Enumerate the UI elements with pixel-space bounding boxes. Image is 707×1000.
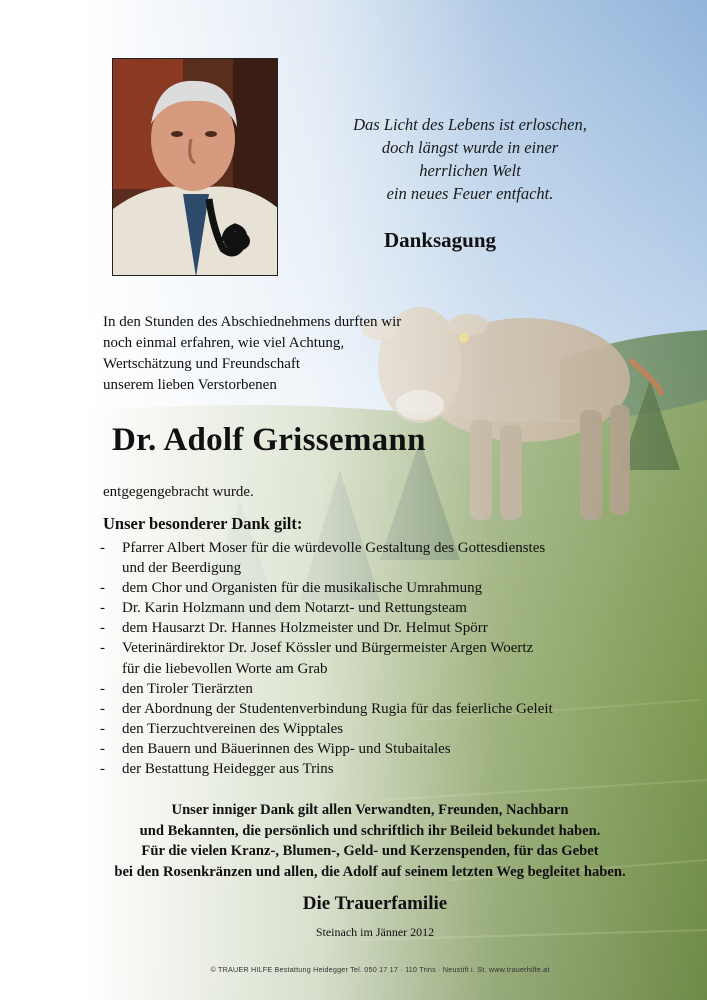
list-item-continuation: für die liebevollen Worte am Grab: [122, 660, 328, 677]
signature-family: Die Trauerfamilie: [302, 893, 448, 914]
list-item-text: den Tiroler Tierärzten: [122, 680, 253, 697]
list-item-text: der Abordnung der Studentenverbindung Rugia für das feierliche Geleit: [122, 700, 553, 717]
list-item: [100, 598, 660, 618]
poem-line: ein neues Feuer entfacht.: [386, 184, 554, 203]
list-dash: -: [100, 600, 105, 617]
thanks-title: Unser besonderer Dank gilt:: [103, 514, 303, 533]
closing-line: Für die vielen Kranz-, Blumen-, Geld- und Kerzenspenden, für das Gebet: [141, 843, 599, 859]
poem-line: herrlichen Welt: [419, 161, 521, 180]
list-item: [100, 578, 660, 598]
list-dash: -: [100, 761, 105, 778]
list-item: [100, 719, 660, 739]
list-item-text: dem Hausarzt Dr. Hannes Holzmeister und Dr. Helmut Spörr: [122, 620, 488, 637]
closing-paragraph: [80, 800, 660, 882]
list-item: [100, 638, 660, 678]
list-dash: -: [100, 640, 105, 657]
deceased-name: Dr. Adolf Grissemann: [112, 422, 426, 458]
place-date: Steinach im Jänner 2012: [315, 925, 435, 939]
list-dash: -: [100, 700, 105, 717]
closing-line: und Bekannten, die persönlich und schriftlich ihr Beileid bekundet haben.: [139, 822, 601, 839]
list-item: [100, 538, 660, 578]
list-item-text: Dr. Karin Holzmann und dem Notarzt- und Rettungsteam: [122, 600, 467, 617]
intro-line: unserem lieben Verstorbenen: [103, 377, 277, 393]
intro-line: Wertschätzung und Freundschaft: [103, 356, 301, 372]
thanks-list: [100, 538, 660, 779]
list-item: [100, 679, 660, 699]
portrait-photo: [112, 58, 278, 276]
intro-text: [103, 312, 401, 396]
list-item-text: Pfarrer Albert Moser für die würdevolle Gestaltung des Gottesdienstes: [122, 540, 546, 556]
list-item: [100, 739, 660, 759]
poem-line: doch längst wurde in einer: [381, 138, 559, 157]
list-dash: -: [100, 580, 105, 597]
page-title: Danksagung: [383, 228, 497, 252]
poem-line: Das Licht des Lebens ist erloschen,: [353, 115, 587, 134]
list-item-text: den Bauern und Bäuerinnen des Wipp- und Stubaitales: [122, 740, 451, 757]
intro-line: noch einmal erfahren, wie viel Achtung,: [103, 335, 345, 351]
list-dash: -: [100, 680, 105, 697]
after-name-text: entgegengebracht wurde.: [103, 484, 254, 500]
list-item: [100, 699, 660, 719]
list-item-continuation: und der Beerdigung: [122, 560, 242, 577]
list-item-text: Veterinärdirektor Dr. Josef Kössler und Bürgermeister Argen Woertz: [122, 640, 534, 657]
list-item-text: der Bestattung Heidegger aus Trins: [122, 761, 334, 778]
list-dash: -: [100, 720, 105, 737]
list-item: [100, 618, 660, 638]
closing-line: bei den Rosenkränzen und allen, die Adolf auf seinem letzten Weg begleitet haben.: [114, 863, 626, 880]
closing-line: Unser inniger Dank gilt allen Verwandten, Freunden, Nachbarn: [171, 802, 569, 818]
list-dash: -: [100, 620, 105, 637]
memorial-poem: [300, 113, 640, 205]
list-item-text: dem Chor und Organisten für die musikalische Umrahmung: [122, 580, 483, 597]
list-item-text: den Tierzuchtvereinen des Wipptales: [122, 720, 344, 737]
list-dash: -: [100, 540, 105, 556]
list-dash: -: [100, 740, 105, 757]
intro-line: In den Stunden des Abschiednehmens durften wir: [103, 314, 402, 330]
list-item: [100, 759, 660, 779]
footer-imprint: © TRAUER HILFE Bestattung Heidegger Tel. 050 17 17 · 110 Trins · Neustift i. St. www.trauerhilfe.at: [210, 965, 550, 974]
